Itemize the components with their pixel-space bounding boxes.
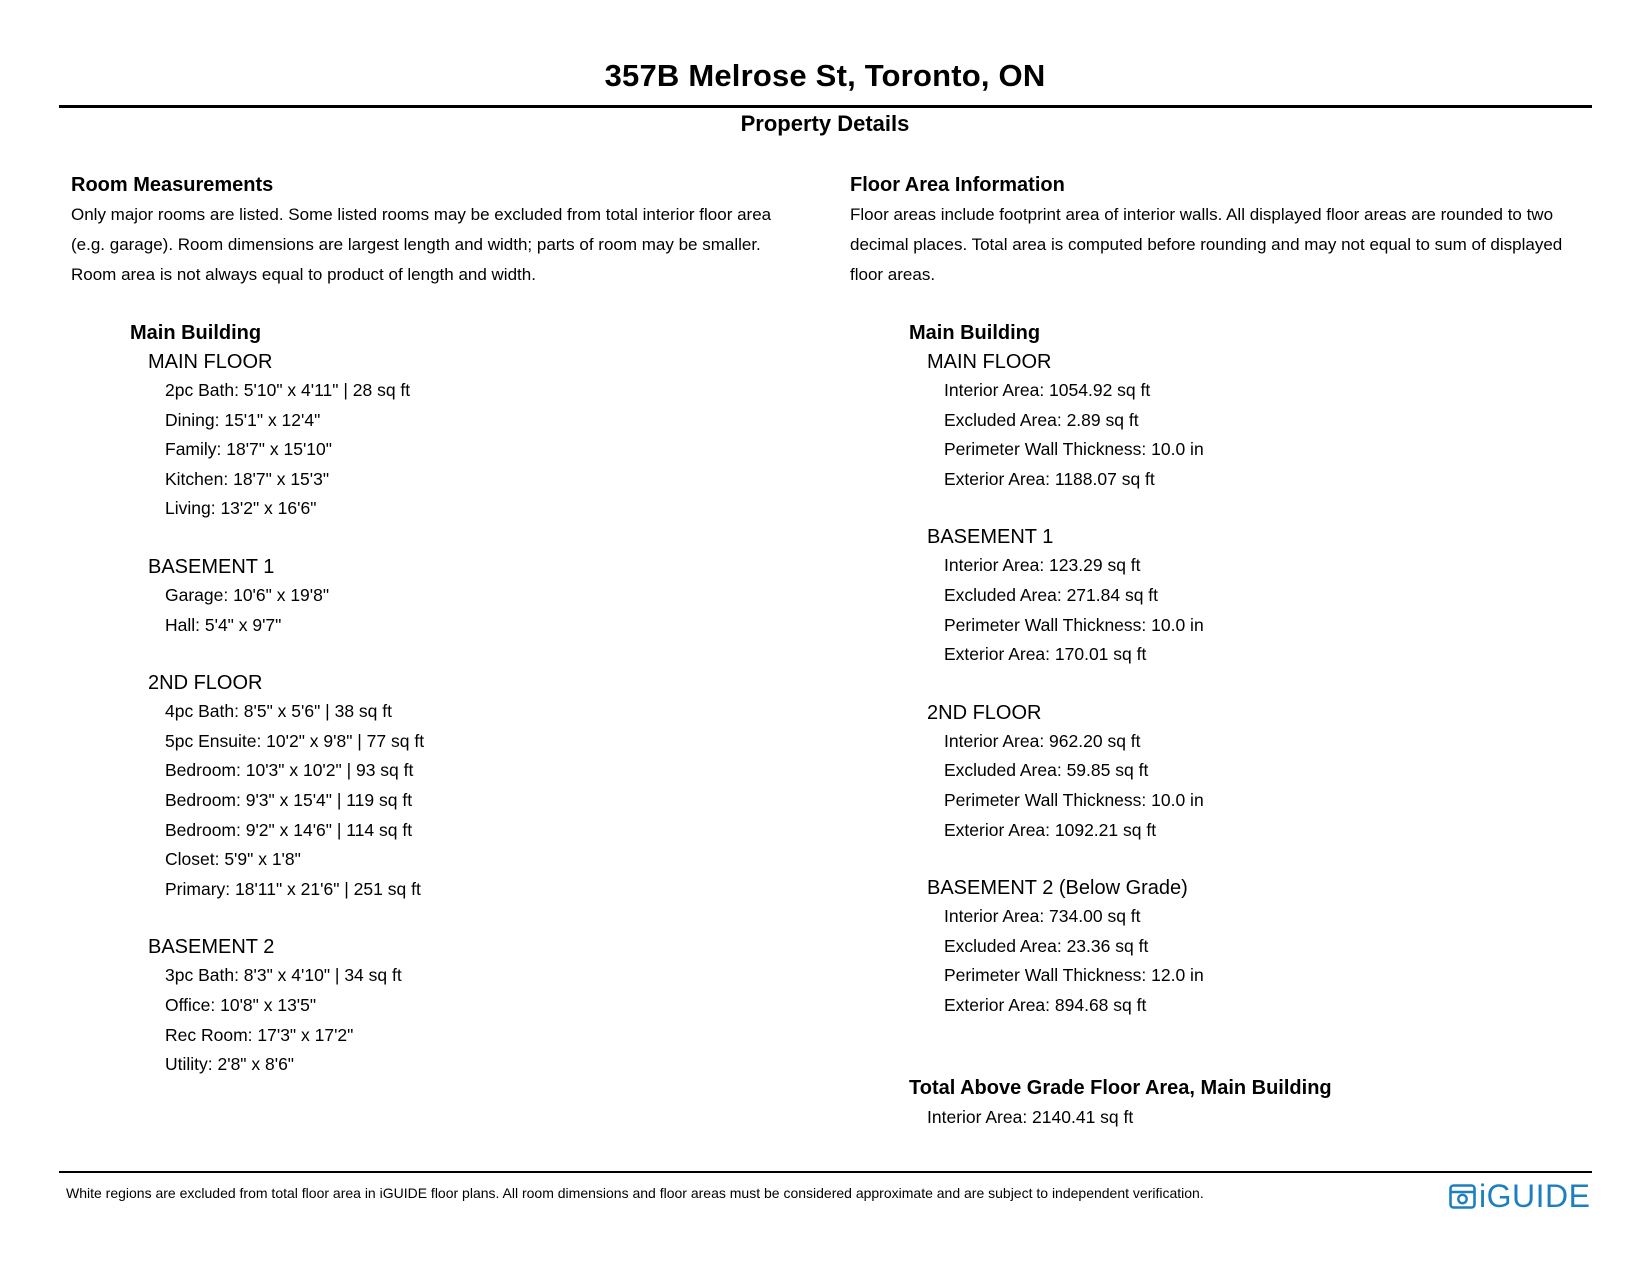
total-area-heading: Total Above Grade Floor Area, Main Building — [909, 1076, 1332, 1099]
section-description — [850, 200, 1610, 290]
room-item: Hall: 5'4" x 9'7" — [165, 614, 282, 635]
floor-name: BASEMENT 2 (Below Grade) — [927, 877, 1188, 900]
room-item: Bedroom: 10'3" x 10'2" | 93 sq ft — [165, 760, 414, 781]
area-item: Perimeter Wall Thickness: 10.0 in — [944, 614, 1204, 635]
floor-name: BASEMENT 1 — [927, 526, 1054, 549]
description-line: (e.g. garage). Room dimensions are largest length and width; parts of room may be smaller. — [71, 235, 761, 254]
logo-text: iGUIDE — [1479, 1178, 1591, 1214]
iguide-camera-icon — [1449, 1183, 1476, 1210]
room-item: Utility: 2'8" x 8'6" — [165, 1054, 295, 1075]
description-line: Floor areas include footprint area of interior walls. All displayed floor areas are rounded to two — [850, 205, 1554, 224]
floor-group — [927, 699, 1610, 874]
area-item: Exterior Area: 1092.21 sq ft — [944, 819, 1157, 840]
room-item: 4pc Bath: 8'5" x 5'6" | 38 sq ft — [165, 701, 392, 722]
floor-group — [927, 348, 1610, 523]
floor-name: MAIN FLOOR — [927, 351, 1052, 373]
room-item: Garage: 10'6" x 19'8" — [165, 584, 330, 605]
area-item: Excluded Area: 59.85 sq ft — [944, 760, 1149, 781]
building-heading: Main Building — [130, 322, 262, 344]
area-item: Perimeter Wall Thickness: 12.0 in — [944, 965, 1204, 986]
room-item: Kitchen: 18'7" x 15'3" — [165, 468, 330, 489]
area-item: Exterior Area: 894.68 sq ft — [944, 994, 1147, 1015]
floor-group — [148, 669, 811, 933]
floor-group — [148, 348, 811, 553]
header-divider — [59, 105, 1592, 108]
floor-name: 2ND FLOOR — [148, 672, 263, 695]
description-line: floor areas. — [850, 265, 936, 284]
building-heading: Main Building — [909, 322, 1041, 344]
room-item: Closet: 5'9" x 1'8" — [165, 849, 301, 870]
page-subtitle: Property Details — [740, 111, 910, 136]
floor-name: BASEMENT 1 — [148, 555, 275, 578]
room-item: 5pc Ensuite: 10'2" x 9'8" | 77 sq ft — [165, 730, 425, 751]
floor-name: MAIN FLOOR — [148, 351, 273, 373]
room-item: Bedroom: 9'2" x 14'6" | 114 sq ft — [165, 819, 413, 840]
area-item: Interior Area: 123.29 sq ft — [944, 555, 1141, 576]
room-item: Living: 13'2" x 16'6" — [165, 498, 317, 519]
footer-disclaimer: White regions are excluded from total floor area in iGUIDE floor plans. All room dimensions and floor areas must be considered approximate and are subject to independent verification. — [66, 1185, 1204, 1201]
room-measurements-section — [71, 170, 811, 1080]
total-area-item: Interior Area: 2140.41 sq ft — [927, 1106, 1134, 1127]
section-description — [71, 200, 811, 290]
room-item: Rec Room: 17'3" x 17'2" — [165, 1024, 354, 1045]
area-item: Exterior Area: 1188.07 sq ft — [944, 468, 1155, 489]
area-item: Interior Area: 962.20 sq ft — [944, 730, 1141, 751]
footer-divider — [59, 1171, 1592, 1173]
area-item: Excluded Area: 271.84 sq ft — [944, 584, 1159, 605]
floor-name: BASEMENT 2 — [148, 936, 275, 959]
floor-group — [148, 553, 811, 669]
section-heading: Floor Area Information — [850, 174, 1065, 196]
area-item: Excluded Area: 2.89 sq ft — [944, 409, 1139, 430]
floor-area-section — [850, 170, 1610, 1132]
area-item: Excluded Area: 23.36 sq ft — [944, 935, 1149, 956]
floor-group — [927, 874, 1610, 1020]
room-item: Bedroom: 9'3" x 15'4" | 119 sq ft — [165, 789, 413, 810]
room-item: Primary: 18'11" x 21'6" | 251 sq ft — [165, 878, 421, 899]
section-heading: Room Measurements — [71, 174, 274, 196]
description-line: decimal places. Total area is computed before rounding and may not equal to sum of displayed — [850, 235, 1563, 254]
floor-name: 2ND FLOOR — [927, 701, 1042, 724]
floor-group — [927, 523, 1610, 698]
area-item: Interior Area: 1054.92 sq ft — [944, 380, 1151, 400]
area-item: Perimeter Wall Thickness: 10.0 in — [944, 789, 1204, 810]
area-item: Interior Area: 734.00 sq ft — [944, 906, 1141, 927]
floor-group — [148, 933, 811, 1079]
area-item: Exterior Area: 170.01 sq ft — [944, 644, 1147, 665]
room-item: Office: 10'8" x 13'5" — [165, 994, 317, 1015]
description-line: Only major rooms are listed. Some listed rooms may be excluded from total interior floor area — [71, 205, 772, 224]
room-item: 3pc Bath: 8'3" x 4'10" | 34 sq ft — [165, 965, 402, 986]
room-item: Dining: 15'1" x 12'4" — [165, 409, 321, 430]
description-line: Room area is not always equal to product of length and width. — [71, 265, 536, 284]
page-title: 357B Melrose St, Toronto, ON — [604, 58, 1046, 93]
room-item: 2pc Bath: 5'10" x 4'11" | 28 sq ft — [165, 380, 411, 400]
area-item: Perimeter Wall Thickness: 10.0 in — [944, 439, 1204, 460]
iguide-logo — [1449, 1180, 1590, 1212]
room-item: Family: 18'7" x 15'10" — [165, 439, 332, 460]
